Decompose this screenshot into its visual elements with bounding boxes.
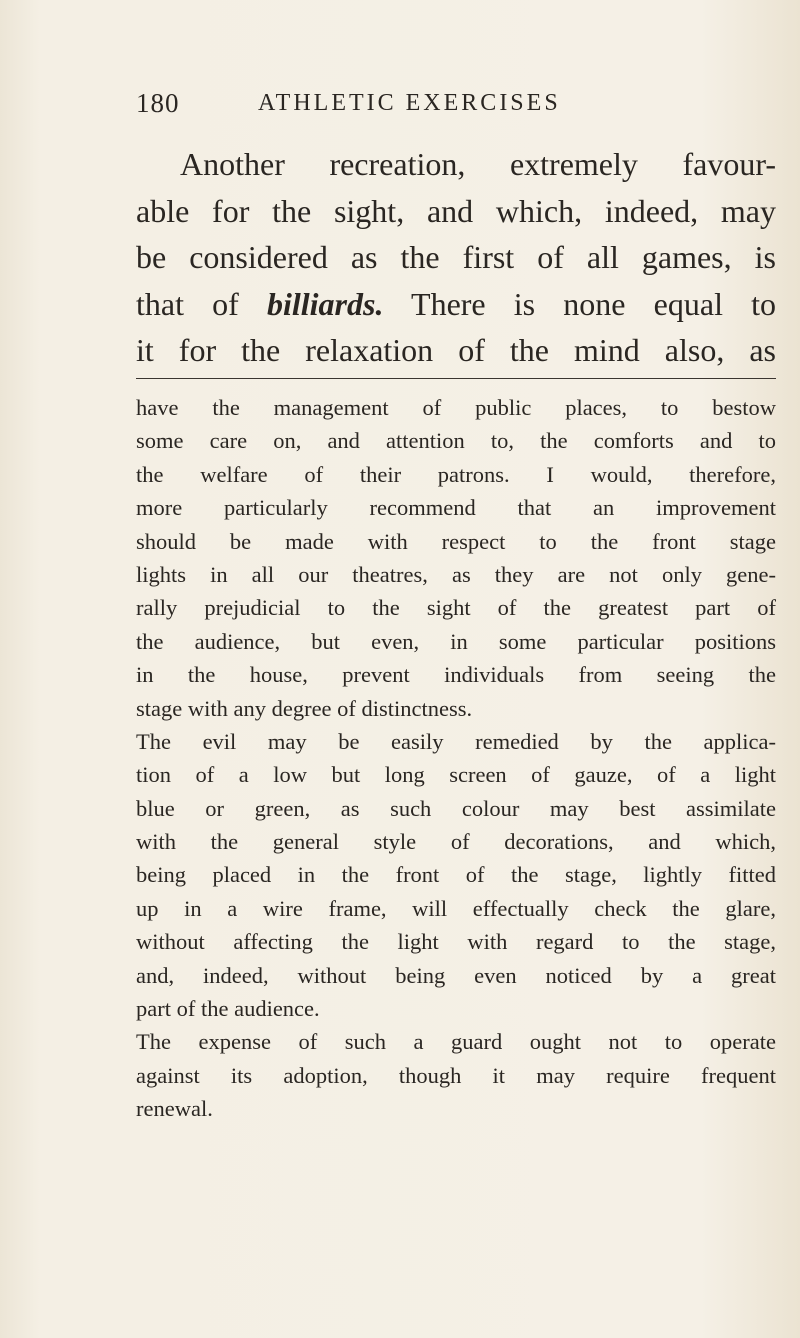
footnote-line: against its adoption, though it may require frequent <box>136 1062 776 1088</box>
footnote-line: some care on, and attention to, the comforts and to <box>136 428 776 454</box>
emphasis-billiards: billiards. <box>266 285 384 322</box>
footnote-line: without affecting the light with regard to the stage, <box>136 929 776 955</box>
footnote-line: part of the audience. <box>136 996 320 1022</box>
footnote-line: stage with any degree of distinctness. <box>136 695 473 721</box>
footnote-line: The expense of such a guard ought not to operate <box>136 1029 776 1055</box>
main-line: Another recreation, extremely favour- <box>180 146 776 182</box>
footnote-line: in the house, prevent individuals from seeing the <box>136 662 776 688</box>
footnote-line: blue or green, as such colour may best assimilate <box>136 795 776 821</box>
footnote <box>136 391 776 1126</box>
main-line: be considered as the first of all games, is <box>136 239 776 276</box>
footnote-line: have the management of public places, to bestow <box>136 395 776 420</box>
main-line: able for the sight, and which, indeed, may <box>136 192 776 229</box>
footnote-line: The evil may be easily remedied by the applica- <box>136 728 776 754</box>
footnote-divider <box>136 378 776 379</box>
footnote-line: more particularly recommend that an improvement <box>136 495 776 521</box>
footnote-line: should be made with respect to the front stage <box>136 528 776 554</box>
footnote-line: the audience, but even, in some particular positions <box>136 628 776 654</box>
footnote-line: renewal. <box>136 1096 213 1122</box>
footnote-line: lights in all our theatres, as they are not only gene- <box>136 561 776 587</box>
footnote-line: up in a wire frame, will effectually check the glare, <box>136 895 776 921</box>
footnote-line: being placed in the front of the stage, lightly fitted <box>136 862 776 888</box>
footnote-line: rally prejudicial to the sight of the greatest part of <box>136 595 776 621</box>
footnote-line: tion of a low but long screen of gauze, of a light <box>136 762 776 788</box>
footnote-line: with the general style of decorations, and which, <box>136 829 776 855</box>
main-line: that of billiards. There is none equal to <box>136 285 777 322</box>
page-header <box>136 88 776 128</box>
footnote-line: the welfare of their patrons. I would, therefore, <box>136 461 776 487</box>
page-number: 180 <box>136 88 180 118</box>
running-head: ATHLETIC EXERCISES <box>258 90 561 116</box>
footnote-line: and, indeed, without being even noticed by a great <box>136 962 776 988</box>
main-line: it for the relaxation of the mind also, as <box>136 332 776 369</box>
main-paragraph <box>136 141 776 374</box>
